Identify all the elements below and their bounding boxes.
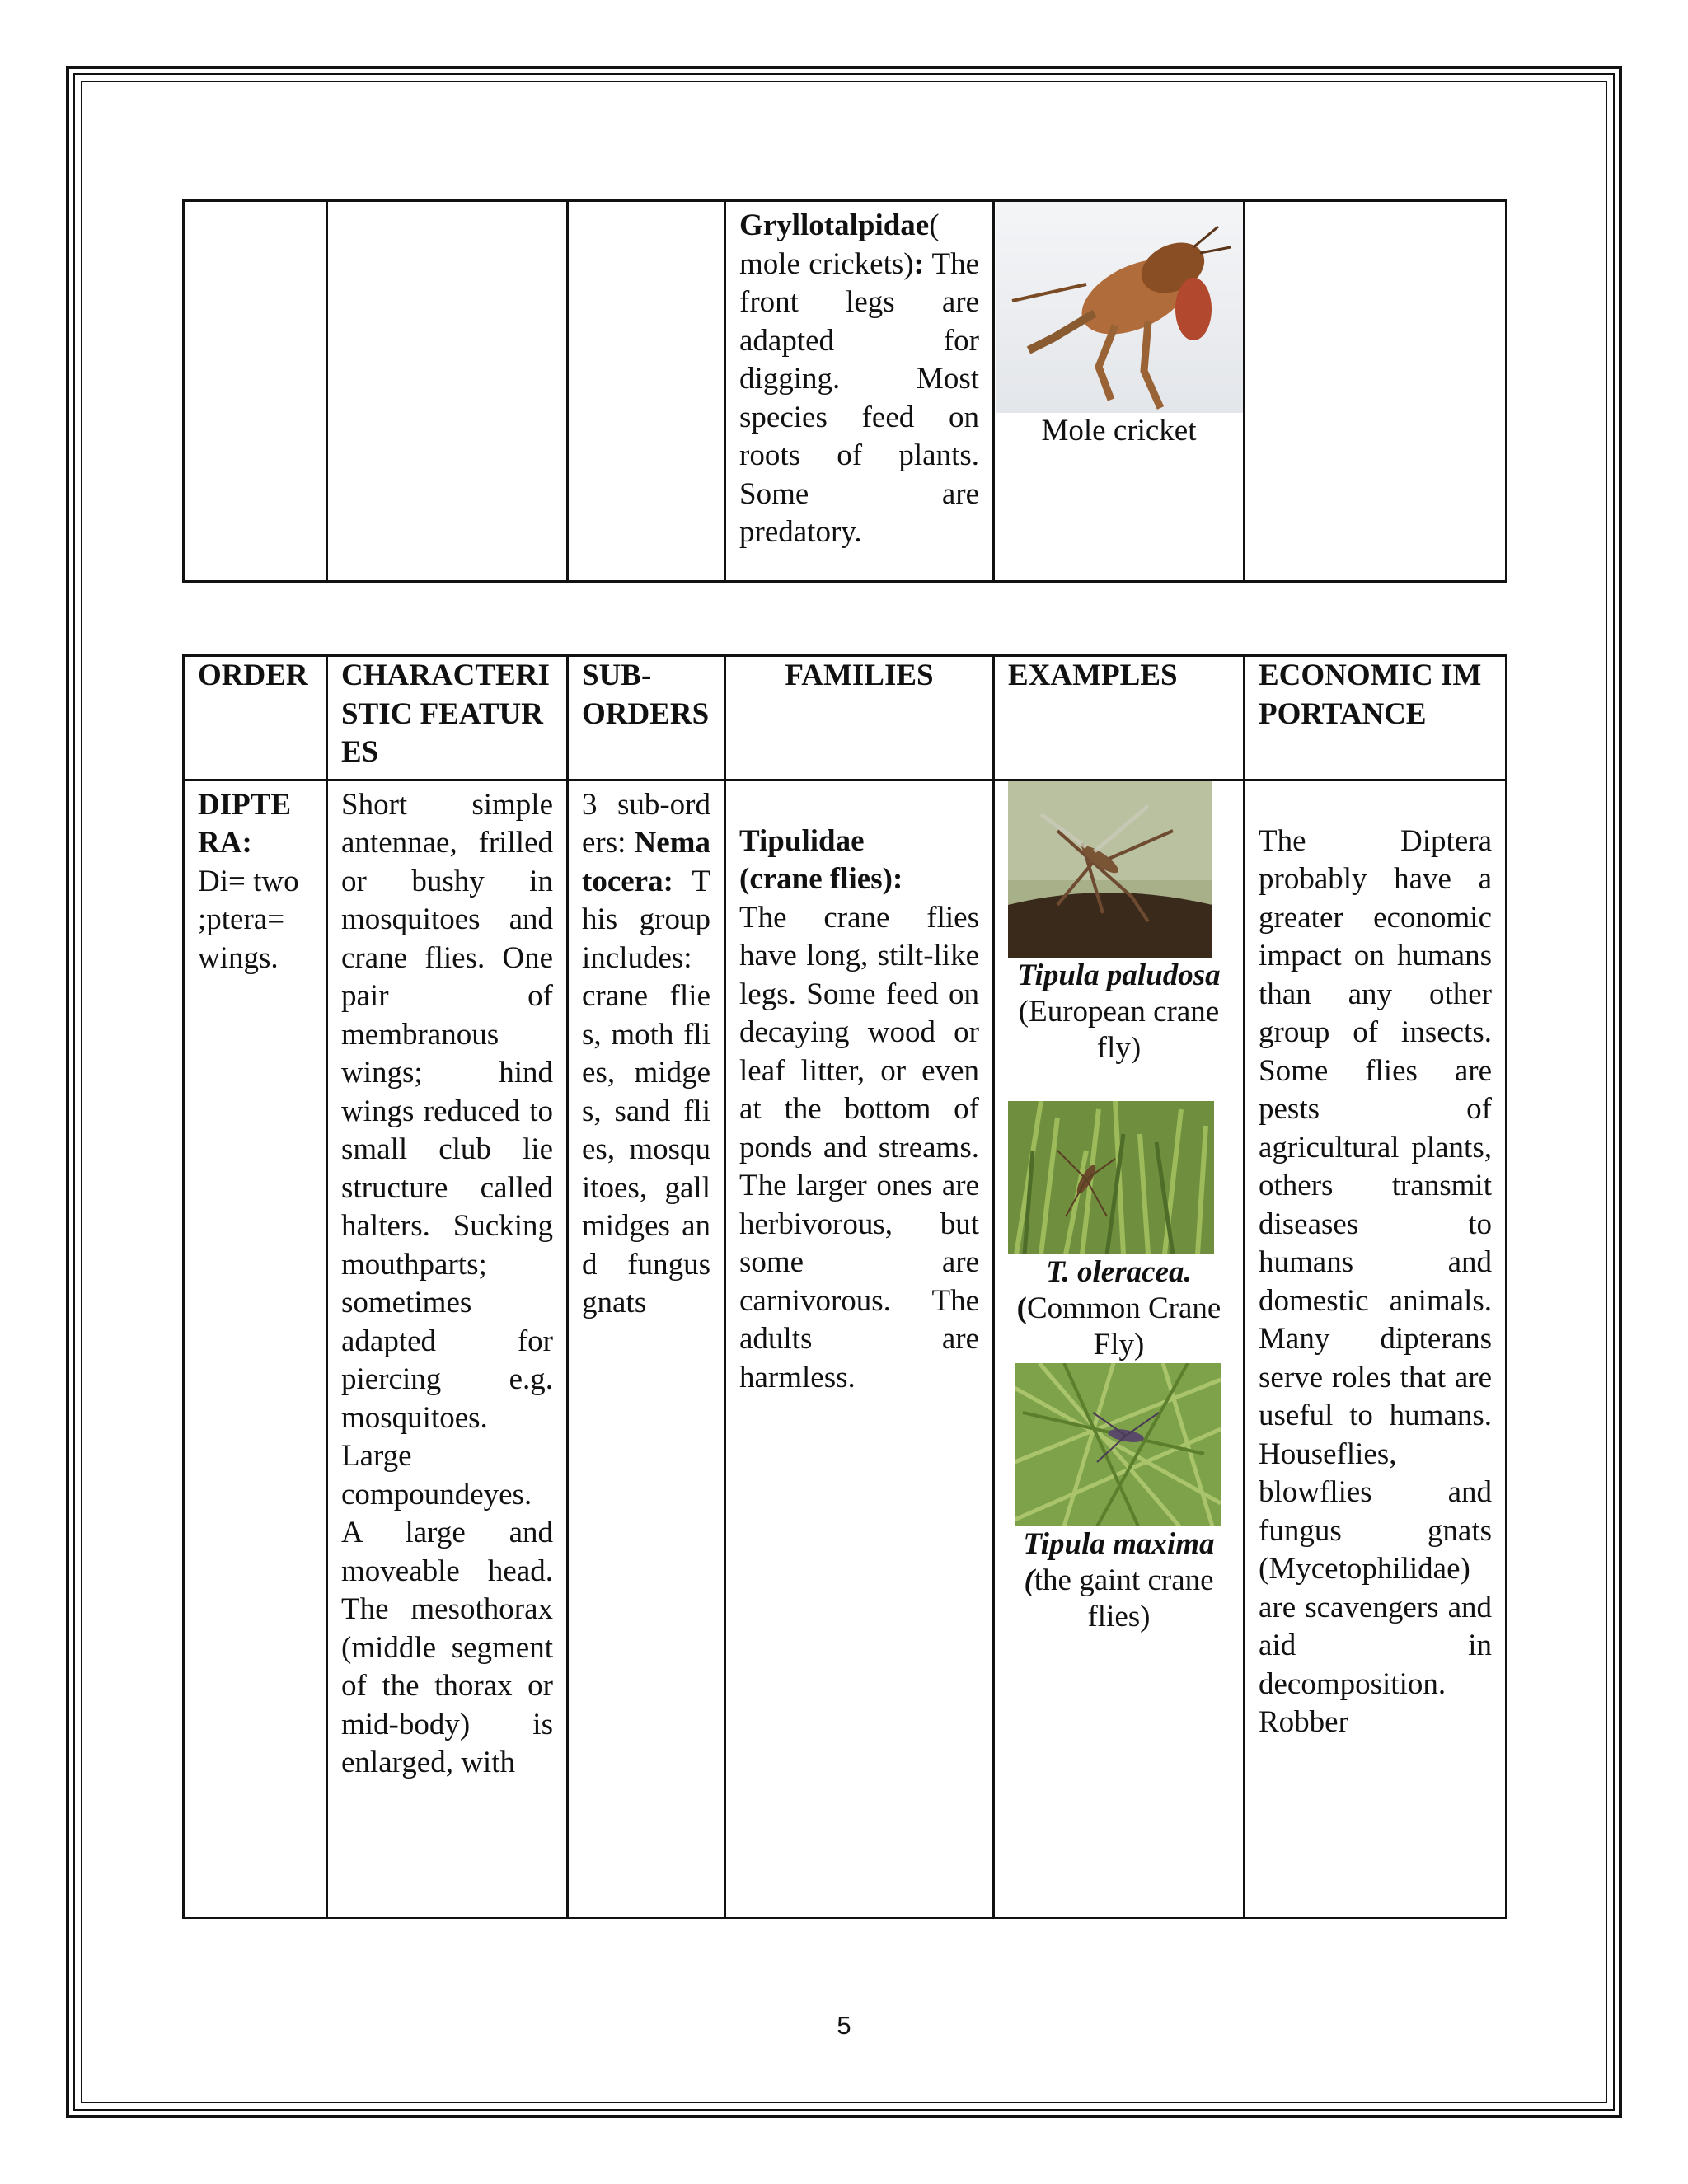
continued-table <box>182 199 1507 583</box>
families-cell: Gryllotalpidae( mole crickets): The front legs are adapted for digging. Most species feed on roots of plants. Some are predatory. <box>725 201 994 582</box>
header-suborders: SUB-ORDERS <box>568 656 725 780</box>
orders-table <box>182 654 1507 1919</box>
example-1-common: (European crane fly) <box>1018 994 1220 1065</box>
table-row <box>184 201 1507 582</box>
tipula-oleracea-photo <box>1008 1101 1214 1254</box>
page-number: 5 <box>837 2011 851 2040</box>
family-name: Gryllotalpidae <box>739 209 930 242</box>
header-features: CHARACTERISTIC FEATURES <box>327 656 568 780</box>
family-name: Tipulidae <box>739 823 865 858</box>
mole-cricket-photo <box>996 202 1243 413</box>
header-examples: EXAMPLES <box>994 656 1245 780</box>
example-1-name: Tipula paludosa <box>1017 958 1221 992</box>
header-order: ORDER <box>184 656 327 780</box>
example-caption: Mole cricket <box>1041 414 1197 448</box>
table-header-row <box>184 656 1507 780</box>
order-etymology: Di= two ;ptera= wings. <box>198 864 299 975</box>
order-cell <box>184 201 327 582</box>
example-2-caption: T. oleracea. (Common Crane Fly) <box>998 1254 1240 1363</box>
table-row <box>184 780 1507 1918</box>
economic-cell <box>1245 201 1507 582</box>
suborder-description: This group includes: crane flies, moth flies, midges, sand flies, mosquitoes, gall midges and fungus gnats <box>582 864 710 1319</box>
economic-cell: The Diptera probably have a greater economic impact on humans than any other group of insects. Some flies are pests of agricultural plants, others transmit diseases to humans and domestic animals. Many dipterans serve roles that are useful to humans. Houseflies, blowflies and fungus gnats (Mycetophilidae) are scavengers and aid in decomposition. Robber <box>1245 780 1507 1918</box>
header-families: FAMILIES <box>725 656 994 780</box>
order-name: DIPTERA: <box>198 787 292 860</box>
family-description: The front legs are adapted for digging. Most species feed on roots of plants. Some are predatory. <box>739 246 979 549</box>
suborders-cell <box>568 201 725 582</box>
example-1-caption <box>998 958 1240 1066</box>
example-2-name: T. oleracea. <box>1046 1254 1192 1289</box>
example-3-common: the gaint crane flies) <box>1034 1563 1214 1633</box>
order-cell <box>184 780 327 1918</box>
examples-cell <box>994 201 1245 582</box>
families-cell <box>725 780 994 1918</box>
tipula-paludosa-photo <box>1008 781 1212 958</box>
header-economic: ECONOMIC IMPORTANCE <box>1245 656 1507 780</box>
features-cell <box>327 201 568 582</box>
example-3-name: Tipula maxima <box>1023 1526 1215 1561</box>
features-cell: Short simple antennae, frilled or bushy in mosquitoes and crane flies. One pair of membranous wings; hind wings reduced to small club lie structure called halters. Sucking mouthparts; sometimes adapted for piercing e.g. mosquitoes. Large compoundeyes. A large and moveable head. The mesothorax (middle segment of the thorax or mid-body) is enlarged, with <box>327 780 568 1918</box>
suborder-name: Nematocera: <box>582 826 710 898</box>
family-common-name: (crane flies): <box>739 862 903 896</box>
family-description: The crane flies have long, stilt-like legs. Some feed on decaying wood or leaf litter, or even at the bottom of ponds and streams. The larger ones are herbivorous, but some are carnivorous. The adults are harmless. <box>739 900 979 1394</box>
suborders-intro: 3 sub-orders: <box>582 787 710 860</box>
tipula-maxima-photo <box>1015 1363 1221 1526</box>
examples-cell <box>994 780 1245 1918</box>
suborders-cell <box>568 780 725 1918</box>
example-2-common: Common Crane Fly) <box>1026 1291 1221 1361</box>
example-3-caption: Tipula maxima (the gaint crane flies) <box>998 1526 1240 1635</box>
family-common-name: mole crickets) <box>739 246 914 281</box>
